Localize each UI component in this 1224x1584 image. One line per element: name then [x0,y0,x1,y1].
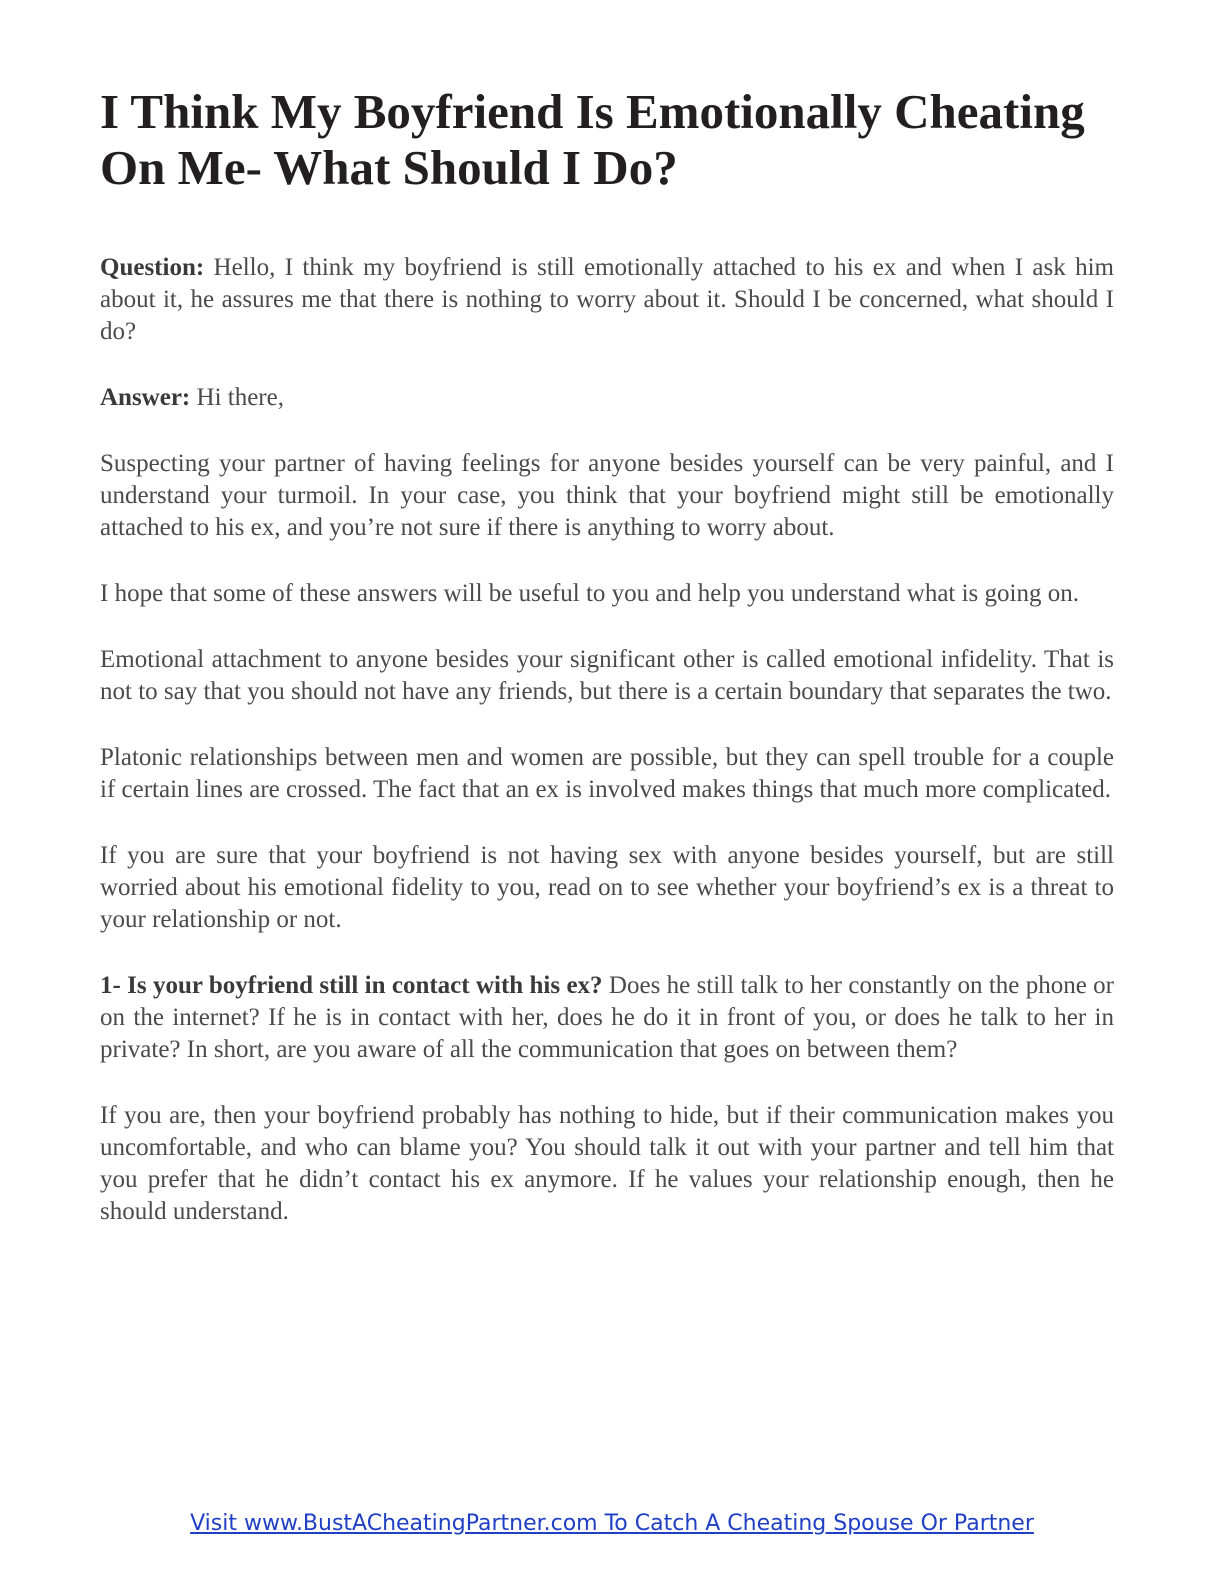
question-text: Hello, I think my boyfriend is still emotionally attached to his ex and when I ask him about it, he assures me that there is nothing to worry about it. Should I be concerned, what should I do? [100,254,1114,345]
footer [0,1508,1224,1540]
point-1-text: Does he still talk to her constantly on the phone or on the internet? If he is in contact with her, does he do it in front of you, or does he talk to her in private? In short, are you aware of all the communication that goes on between them? [100,972,1114,1063]
body-paragraph: I hope that some of these answers will be useful to you and help you understand what is going on. [100,580,1079,607]
answer-paragraph [100,382,1114,414]
body-paragraph: Platonic relationships between men and women are possible, but they can spell trouble for a couple if certain lines are crossed. The fact that an ex is involved makes things that much more complicated. [100,744,1114,803]
closing-paragraph: If you are, then your boyfriend probably has nothing to hide, but if their communication makes you uncomfortable, and who can blame you? You should talk it out with your partner and tell him that you prefer that he didn’t contact his ex anymore. If he values your relationship enough, then he should understand. [100,1102,1114,1225]
footer-link[interactable]: Visit www.BustACheatingPartner.com To Catch A Cheating Spouse Or Partner [190,1511,1034,1536]
answer-text: Hi there, [190,384,284,411]
document-page [100,84,1114,1262]
point-1-heading: 1- Is your boyfriend still in contact with his ex? [100,972,603,999]
body-paragraph: Suspecting your partner of having feelings for anyone besides yourself can be very painful, and I understand your turmoil. In your case, you think that your boyfriend might still be emotionally attached to his ex, and you’re not sure if there is anything to worry about. [100,450,1114,541]
answer-label: Answer: [100,384,191,411]
point-1-paragraph [100,970,1114,1066]
body-paragraph: Emotional attachment to anyone besides your significant other is called emotional infidelity. That is not to say that you should not have any friends, but there is a certain boundary that separates the two. [100,646,1114,705]
body-paragraph: If you are sure that your boyfriend is not having sex with anyone besides yourself, but are still worried about his emotional fidelity to you, read on to see whether your boyfriend’s ex is a threat to your relationship or not. [100,842,1114,933]
question-label: Question: [100,254,205,281]
article-title: I Think My Boyfriend Is Emotionally Cheating On Me- What Should I Do? [100,84,1085,195]
question-paragraph [100,252,1114,348]
